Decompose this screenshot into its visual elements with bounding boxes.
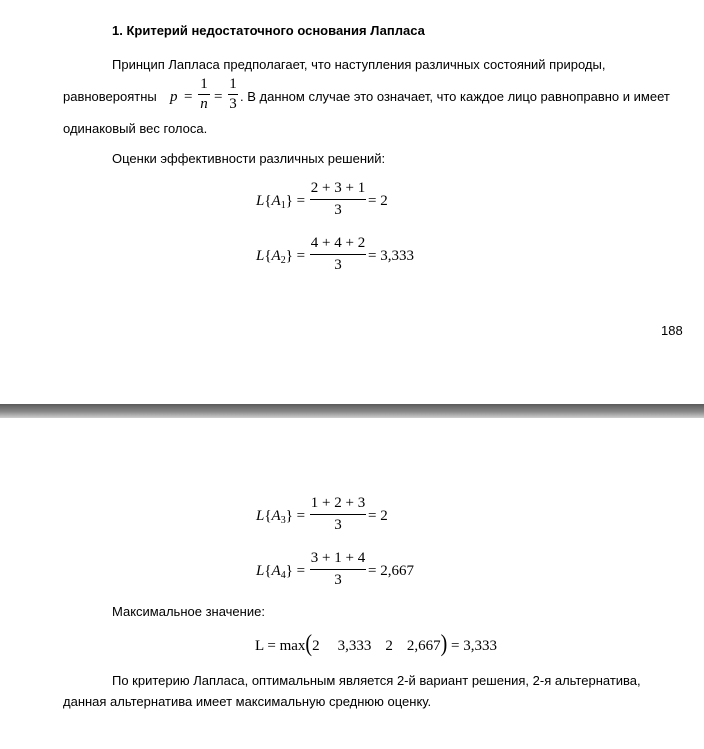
max-value-4: 2,667 <box>406 638 441 654</box>
probability-formula <box>170 76 240 116</box>
p-symbol: p <box>170 89 178 105</box>
max-label: Максимальное значение: <box>112 604 265 619</box>
eq-sign: = <box>184 89 193 105</box>
section-title: 1. Критерий недостаточного основания Лапласа <box>112 23 425 38</box>
conclusion-line2: данная альтернатива имеет максимальную среднюю оценку. <box>63 694 432 709</box>
max-result: = 3,333 <box>450 638 497 654</box>
page-number: 188 <box>661 323 683 338</box>
fraction-1-n: 1 n <box>198 76 210 113</box>
para1-line1: Принцип Лапласа предполагает, что наступления различных состояний природы, <box>112 57 606 72</box>
page-separator <box>0 404 704 418</box>
formula-a4: $L\{A_4\}$ = 3 + 1 + 4 3 = 2,667 <box>256 550 414 588</box>
formula-a1: $L\{A_1\}$ = 2 + 3 + 1 3 = 2 <box>256 180 388 218</box>
para1-line2-prefix: равновероятны <box>63 89 157 104</box>
max-lhs: L = max <box>255 638 306 654</box>
max-value-1: 2 <box>312 638 320 654</box>
formula-a3: $L\{A_3\}$ = 1 + 2 + 3 3 = 2 <box>256 495 388 533</box>
max-value-3: 2 <box>385 638 393 654</box>
max-value-2: 3,333 <box>337 638 372 654</box>
formula-a2: $L\{A_2\}$ = 4 + 4 + 2 3 = 3,333 <box>256 235 414 273</box>
fraction-1-3: 1 3 <box>229 76 237 112</box>
para1-line2-suffix: . В данном случае это означает, что каждое лицо равноправно и имеет <box>240 89 670 104</box>
conclusion-line1: По критерию Лапласа, оптимальным является 2-й вариант решения, 2-я альтернатива, <box>112 673 641 688</box>
para1-line3: одинаковый вес голоса. <box>63 121 208 136</box>
estimates-label: Оценки эффективности различных решений: <box>112 151 386 166</box>
eq-sign: = <box>214 89 223 105</box>
max-formula: L = max(2 3,333 2 2,667) = 3,333 <box>255 630 497 658</box>
